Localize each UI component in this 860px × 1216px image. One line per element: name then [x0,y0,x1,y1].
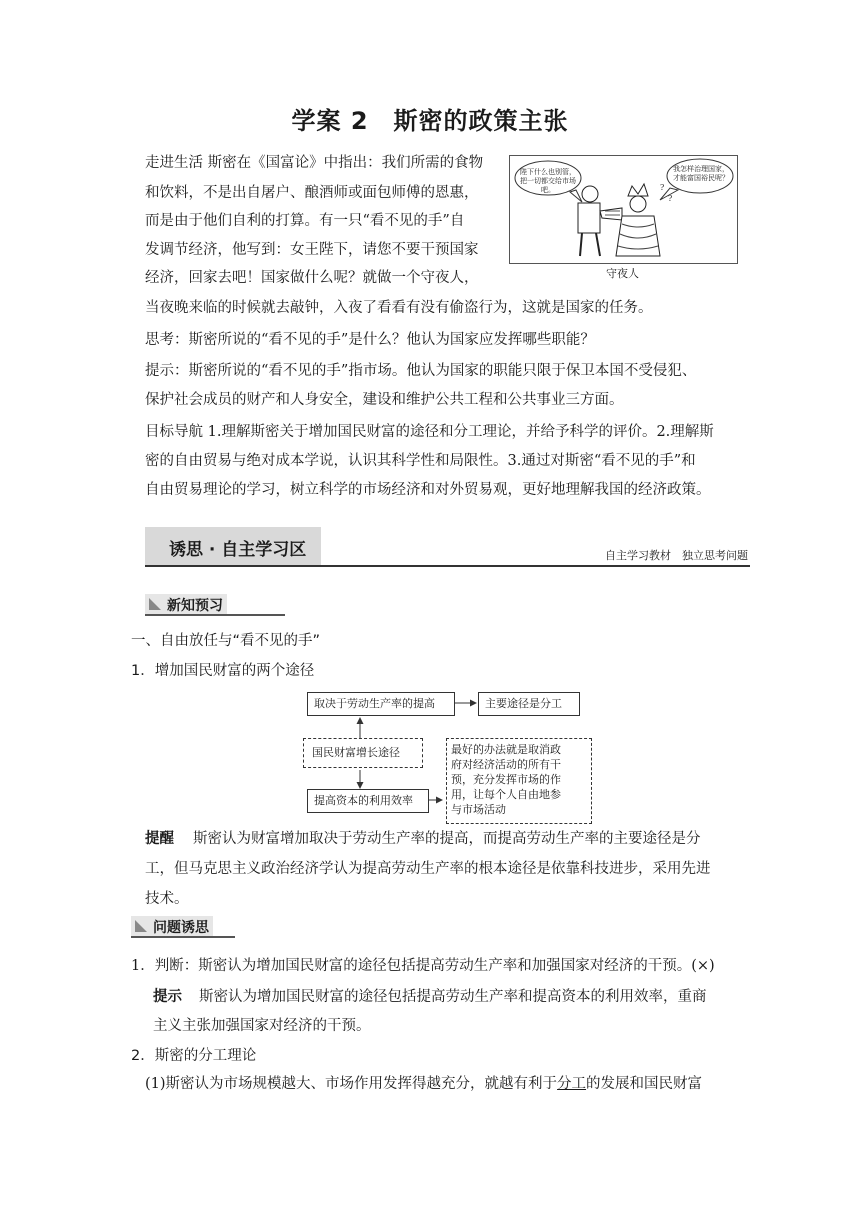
q1-hint-label: 提示 [153,989,182,1005]
q2-text-b: 的发展和国民财富 [586,1076,703,1092]
flow-box-line: 府对经济活动的所有干 [451,758,561,771]
q1-hint-line: 斯密认为增加国民财富的途径包括提高劳动生产率和提高资本的利用效率，重商 [199,989,707,1005]
banner-rule [145,565,750,567]
reminder-line: 斯密认为财富增加取决于劳动生产率的提高，而提高劳动生产率的主要途径是分 [193,831,701,847]
night-watchman-cartoon [509,155,738,264]
svg-text:?: ? [660,183,665,192]
intro-line: 而是由于他们自利的打算。有一只“看不见的手”自 [145,213,465,229]
cartoon-speech-right: 我怎样治理国家，才能富国裕民呢？ [673,165,729,182]
svg-text:?: ? [668,194,673,203]
intro-line: 经济，回家去吧！国家做什么呢？就做一个守夜人， [145,270,479,286]
goal-line: 密的自由贸易与绝对成本学说，认识其科学性和局限性。3.通过对斯密“看不见的手”和 [145,453,696,469]
flow-box-line: 与市场活动 [451,803,506,816]
hint-line: 提示：斯密所说的“看不见的手”指市场。他认为国家的职能只限于保卫本国不受侵犯、 [145,363,697,379]
flow-box-line: 用，让每个人自由地参 [451,788,561,801]
intro-line: 当夜晚来临的时候就去敲钟，入夜了看看有没有偷盗行为，这就是国家的任务。 [145,300,653,316]
flow-box-productivity: 取决于劳动生产率的提高 [307,692,455,716]
section-heading: 一、自由放任与“看不见的手” [131,633,321,649]
reminder-line: 工，但马克思主义政治经济学认为提高劳动生产率的根本途径是依靠科技进步，采用先进 [145,861,711,877]
flow-box-growth-ways: 国民财富增长途径 [303,738,423,768]
q2-blank-answer: 分工 [557,1076,587,1092]
think-question: 思考：斯密所说的“看不见的手”是什么？他认为国家应发挥哪些职能？ [145,332,595,348]
banner-subtitle: 自主学习教材 独立思考问题 [605,549,748,562]
hint-line: 保护社会成员的财产和人身安全，建设和维护公共工程和公共事业三方面。 [145,392,624,408]
flow-box-division-of-labor [478,692,580,716]
flow-box-capital-efficiency: 提高资本的利用效率 [307,789,429,813]
flow-box-free-market [446,738,592,824]
item-heading: 1．增加国民财富的两个途径 [131,663,315,679]
goal-line: 自由贸易理论的学习，树立科学的市场经济和对外贸易观，更好地理解我国的经济政策。 [145,482,711,498]
q2-line [145,1073,702,1095]
intro-line: 走进生活 斯密在《国富论》中指出：我们所需的食物 [145,155,484,171]
cartoon-caption: 守夜人 [606,267,639,280]
label-underline [131,936,235,938]
banner-title: 诱思 · 自主学习区 [169,540,307,560]
flow-box-division-text: 主要途径是分工 [485,697,562,710]
q2-text-a: (1)斯密认为市场规模越大、市场作用发挥得越充分，就越有利于 [145,1076,558,1092]
reminder-label: 提醒 [145,831,174,847]
section-label-text: 问题诱思 [153,920,209,936]
section-label-text: 新知预习 [167,598,223,614]
label-underline [145,614,285,616]
reminder-line: 技术。 [145,891,189,907]
flow-box-line: 预，充分发挥市场的作 [451,773,561,786]
diagonal-mark-icon [148,597,162,611]
intro-line: 和饮料，不是出自屠户、酿酒师或面包师傅的恩惠， [145,185,479,201]
q1-hint-line: 主义主张加强国家对经济的干预。 [153,1018,371,1034]
goal-line: 目标导航 1.理解斯密关于增加国民财富的途径和分工理论，并给予科学的评价。2.理解斯 [145,424,714,440]
section-banner [145,527,750,567]
flow-box-line: 最好的办法就是取消政 [451,743,561,756]
question-2: 2．斯密的分工理论 [131,1048,257,1064]
diagonal-mark-icon [134,919,148,933]
page-title: 学案 2 斯密的政策主张 [291,107,569,135]
question-1: 1．判断：斯密认为增加国民财富的途径包括提高劳动生产率和加强国家对经济的干预。(×) [131,958,715,974]
cartoon-speech-left: 陛下什么也别管，把一切都交给市场吧。 [520,168,576,194]
intro-line: 发调节经济，他写到：女王陛下，请您不要干预国家 [145,242,479,258]
